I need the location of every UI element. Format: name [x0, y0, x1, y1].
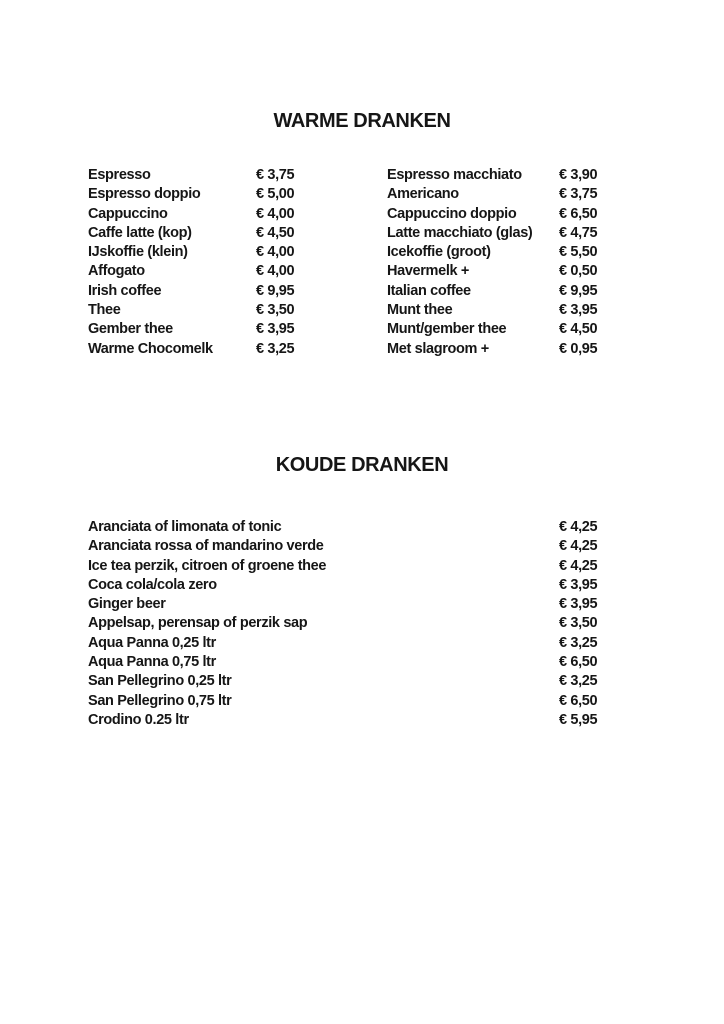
- menu-item-price: € 3,90: [559, 167, 598, 183]
- menu-item-price: € 3,25: [256, 340, 295, 357]
- menu-item-name: Crodino 0.25 ltr: [88, 711, 189, 728]
- menu-item-name: Ice tea perzik, citroen of groene thee: [88, 557, 327, 574]
- menu-item-name: Espresso: [88, 167, 151, 183]
- menu-item-name: San Pellegrino 0,25 ltr: [88, 673, 232, 690]
- menu-item-name: Espresso doppio: [88, 186, 201, 203]
- menu-item-price: € 4,25: [559, 519, 598, 535]
- menu-item-price: € 4,25: [559, 557, 598, 574]
- menu-item-name: Appelsap, perensap of perzik sap: [88, 615, 308, 632]
- menu-item-price: € 3,75: [559, 186, 598, 203]
- menu-item-price: € 9,95: [559, 282, 598, 299]
- menu-item-price: € 3,50: [256, 302, 295, 319]
- menu-item-name: Munt thee: [387, 302, 453, 319]
- menu-item-name: Aqua Panna 0,75 ltr: [88, 654, 216, 671]
- menu-item-name: Cappuccino doppio: [387, 205, 517, 222]
- menu-item-name: Munt/gember thee: [387, 321, 507, 338]
- menu-item-price: € 3,95: [559, 302, 598, 319]
- menu-item-price: € 4,00: [256, 244, 295, 261]
- menu-item-price: € 5,00: [256, 186, 295, 203]
- menu-item-name: Met slagroom +: [387, 340, 489, 357]
- menu-item-price: € 5,95: [559, 711, 598, 728]
- menu-item-name: Gember thee: [88, 321, 173, 338]
- menu-item-price: € 9,95: [256, 282, 295, 299]
- menu-item-price: € 4,50: [256, 224, 295, 241]
- menu-item-name: Americano: [387, 186, 459, 203]
- menu-item-price: € 4,50: [559, 321, 598, 338]
- cold-drinks-section-title: KOUDE DRANKEN: [275, 454, 449, 476]
- menu-item-price: € 6,50: [559, 654, 598, 671]
- menu-item-name: Aranciata of limonata of tonic: [88, 519, 282, 535]
- menu-item-name: Ginger beer: [88, 596, 166, 613]
- menu-item-price: € 5,50: [559, 244, 598, 261]
- menu-item-name: Irish coffee: [88, 282, 162, 299]
- menu-item-name: Havermelk +: [387, 263, 470, 280]
- menu-item-name: IJskoffie (klein): [88, 244, 188, 261]
- menu-item-price: € 6,50: [559, 692, 598, 709]
- menu-item-name: San Pellegrino 0,75 ltr: [88, 692, 232, 709]
- menu-item-name: Icekoffie (groot): [387, 244, 491, 261]
- menu-item-name: Caffe latte (kop): [88, 224, 192, 241]
- warm-drinks-list: [88, 166, 597, 359]
- menu-item-price: € 3,75: [256, 167, 295, 183]
- menu-item-price: € 4,00: [256, 263, 295, 280]
- menu-item-price: € 3,95: [256, 321, 295, 338]
- warm-drinks-section-title: WARME DRANKEN: [273, 110, 451, 132]
- menu-item-price: € 3,25: [559, 634, 598, 651]
- menu-item-name: Aranciata rossa of mandarino verde: [88, 538, 324, 555]
- menu-item-name: Espresso macchiato: [387, 167, 522, 183]
- menu-item-price: € 6,50: [559, 205, 598, 222]
- menu-item-name: Italian coffee: [387, 282, 471, 299]
- menu-item-name: Latte macchiato (glas): [387, 224, 533, 241]
- menu-item-price: € 3,25: [559, 673, 598, 690]
- menu-item-name: Cappuccino: [88, 205, 168, 222]
- menu-item-price: € 4,00: [256, 205, 295, 222]
- menu-item-name: Coca cola/cola zero: [88, 576, 217, 593]
- menu-item-name: Aqua Panna 0,25 ltr: [88, 634, 216, 651]
- menu-item-name: Thee: [88, 302, 121, 319]
- menu-item-price: € 0,50: [559, 263, 598, 280]
- menu-item-price: € 3,50: [559, 615, 598, 632]
- menu-item-price: € 3,95: [559, 576, 598, 593]
- menu-item-price: € 0,95: [559, 340, 598, 357]
- menu-item-price: € 4,75: [559, 224, 598, 241]
- menu-item-price: € 3,95: [559, 596, 598, 613]
- menu-item-price: € 4,25: [559, 538, 598, 555]
- menu-item-name: Affogato: [88, 263, 145, 280]
- menu-item-name: Warme Chocomelk: [88, 340, 213, 357]
- cold-drinks-list: [88, 518, 597, 730]
